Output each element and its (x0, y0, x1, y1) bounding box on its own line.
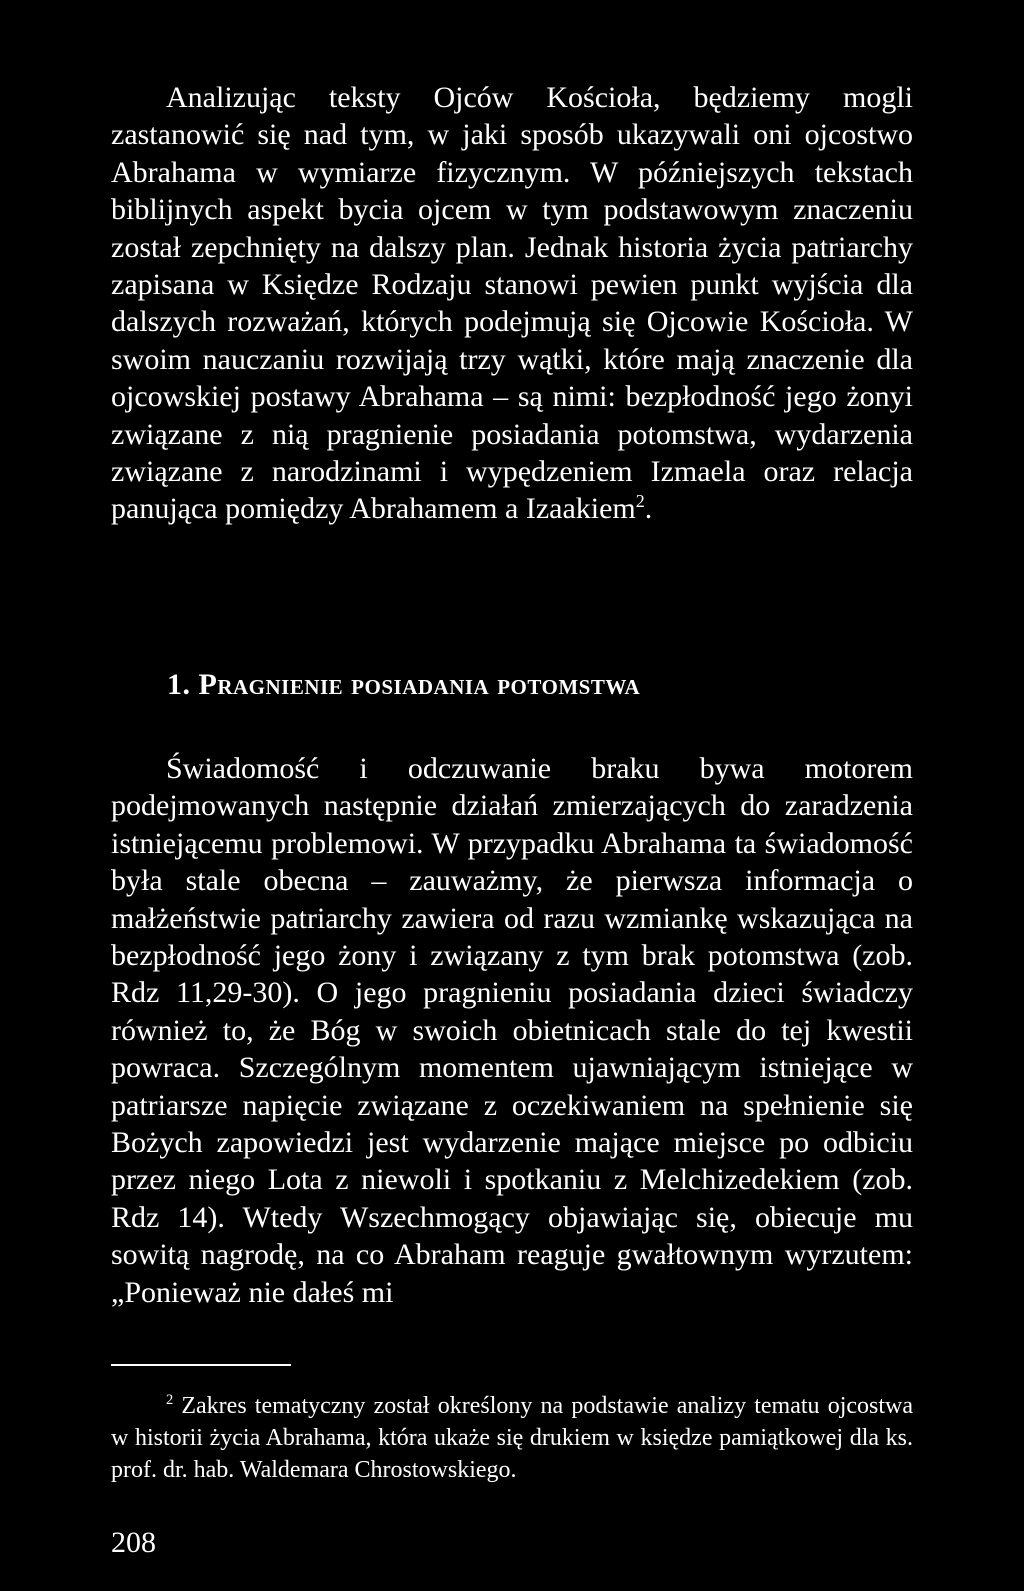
paragraph-1 (111, 79, 913, 528)
footnote-divider (111, 1364, 291, 1366)
footnote (111, 1390, 913, 1486)
section-title: Pragnienie posiadania potomstwa (198, 668, 641, 701)
footnote-text: Zakres tematyczny został określony na podstawie analizy tematu ojcostwa w historii życia Abrahama, która ukaże się drukiem w księdze pamiątkowej dla ks. prof. dr. hab. Waldemara Chrostowskiego. (111, 1393, 913, 1483)
page-number: 208 (111, 1526, 156, 1559)
paragraph-2 (111, 750, 913, 1311)
section-number: 1. (167, 668, 191, 701)
section-heading (167, 668, 640, 702)
paragraph-1-end: . (644, 492, 653, 526)
paragraph-1-text: Analizując teksty Ojców Kościoła, będziemy mogli zastanowić się nad tym, w jaki sposób ukazywali oni ojcostwo Abrahama w wymiarze fizycznym. W późniejszych tekstach biblijnych aspekt bycia ojcem w tym podstawowym znaczeniu został zepchnięty na dalszy plan. Jednak historia życia patriarchy zapisana w Księdze Rodzaju stanowi pewien punkt wyjścia dla dalszych rozważań, których podejmują się Ojcowie Kościoła. W swoim nauczaniu rozwijają trzy wątki, które mają znaczenie dla ojcowskiej postawy Abrahama – są nimi: bezpłodność jego żonyi związane z nią pragnienie posiadania potomstwa, wydarzenia związane z narodzinami i wypędzeniem Izmaela oraz relacja panująca pomiędzy Abrahamem a Izaakiem (111, 81, 913, 526)
footnote-reference: 2 (635, 491, 645, 512)
paragraph-2-text: Świadomość i odczuwanie braku bywa motorem podejmowanych następnie działań zmierzających do zaradzenia istniejącemu problemowi. W przypadku Abrahama ta świadomość była stale obecna – zauważmy, że pierwsza informacja o małżeństwie patriarchy zawiera od razu wzmiankę wskazująca na bezpłodność jego żony i związany z tym brak potomstwa (zob. Rdz 11,29-30). O jego pragnieniu posiadania dzieci świadczy również to, że Bóg w swoich obietnicach stale do tej kwestii powraca. Szczególnym momentem ujawniającym istniejące w patriarsze napięcie związane z oczekiwaniem na spełnienie się Bożych zapowiedzi jest wydarzenie mające miejsce po odbiciu przez niego Lota z niewoli i spotkaniu z Melchizedekiem (zob. Rdz 14). Wtedy Wszechmogący objawiając się, obiecuje mu sowitą nagrodę, na co Abraham reaguje gwałtownym wyrzutem: „Ponieważ nie dałeś mi (111, 752, 913, 1309)
footnote-marker: 2 (166, 1392, 174, 1408)
